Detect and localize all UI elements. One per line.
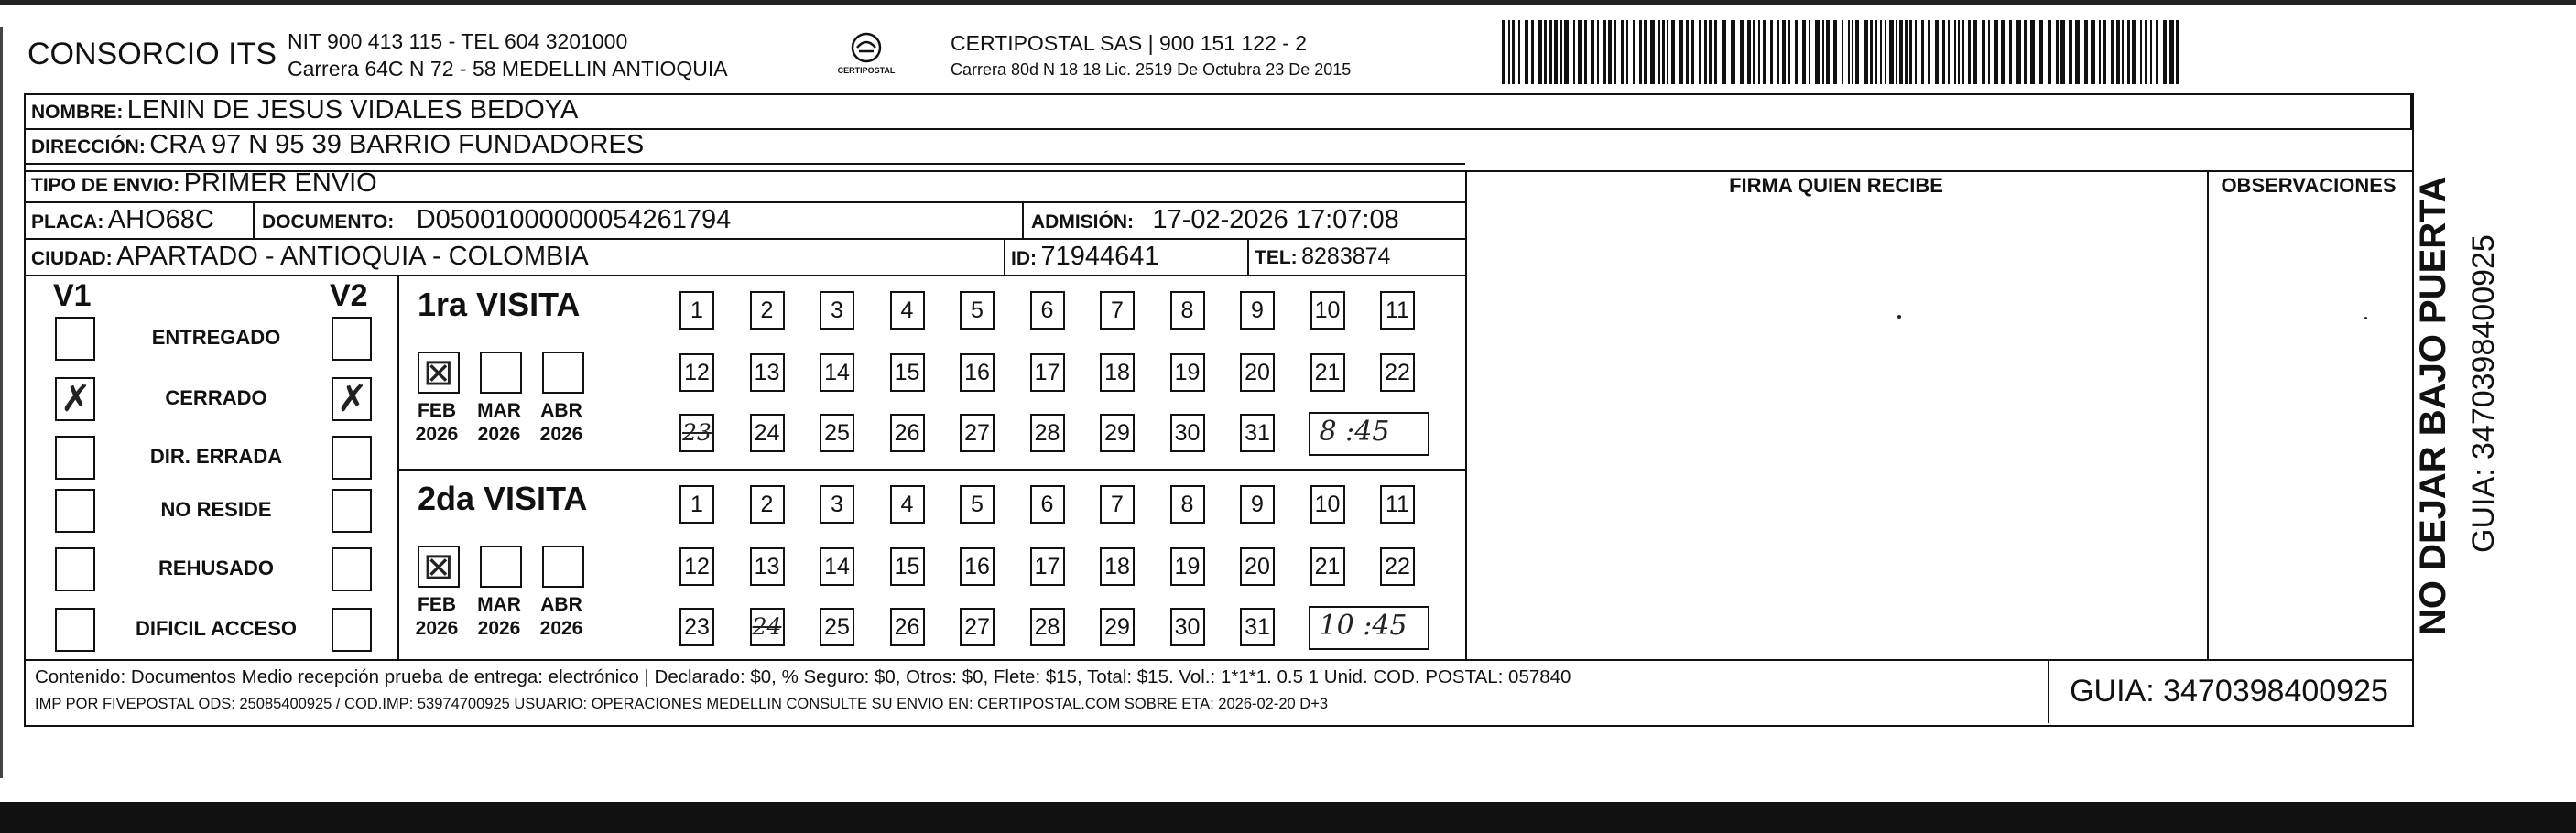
day-box[interactable]: 28 [1030, 414, 1065, 452]
barcode-bar [1905, 20, 1908, 84]
nombre-label: NOMBRE: [31, 102, 124, 123]
barcode-bar [1614, 20, 1616, 84]
signature-mark [1897, 315, 1901, 319]
barcode-bar [1788, 20, 1790, 84]
direccion-value: CRA 97 N 95 39 BARRIO FUNDADORES [149, 130, 645, 159]
barcode-bar [2039, 20, 2043, 84]
barcode-bar [2156, 20, 2158, 84]
time-handwritten: 10 :45 [1319, 610, 1408, 642]
barcode-bar [1870, 20, 1873, 84]
placa-label: PLACA: [31, 211, 104, 233]
day-box[interactable]: 26 [890, 414, 925, 452]
day-box[interactable]: 5 [960, 291, 995, 330]
day-box[interactable]: 16 [960, 547, 995, 586]
side-guia: GUIA: 3470398400925 [2466, 234, 2501, 553]
day-box[interactable]: 22 [1380, 353, 1415, 392]
day-box[interactable]: 7 [1100, 291, 1135, 330]
barcode-bar [2116, 20, 2120, 84]
barcode-bar [2111, 20, 2114, 84]
day-box[interactable]: 17 [1030, 353, 1065, 392]
barcode-bar [2127, 20, 2130, 84]
month-checkbox[interactable] [480, 546, 522, 588]
barcode-bar [2099, 20, 2101, 84]
day-box[interactable]: 20 [1240, 547, 1275, 586]
barcode-bar [1508, 20, 1510, 84]
barcode-bar [1982, 20, 1985, 84]
side-warning: NO DEJAR BAJO PUERTA [2413, 176, 2453, 635]
barcode-bar [1968, 20, 1971, 84]
day-box[interactable]: 16 [960, 353, 995, 392]
barcode-bar [1671, 20, 1675, 84]
day-box[interactable]: 15 [890, 547, 925, 586]
barcode-bar [1809, 20, 1810, 84]
direccion-label: DIRECCIÓN: [31, 136, 146, 157]
barcode-bar [1928, 20, 1930, 84]
day-box[interactable]: 10 [1310, 291, 1345, 330]
barcode-bar [1564, 20, 1569, 84]
barcode-bar [1709, 20, 1712, 84]
barcode-bar [2163, 20, 2167, 84]
firma-header: FIRMA QUIEN RECIBE [1729, 174, 1943, 197]
month-checkbox[interactable] [418, 546, 460, 588]
v1-label: V1 [53, 278, 92, 313]
day-box[interactable]: 11 [1380, 485, 1415, 524]
barcode-bar [1942, 20, 1945, 84]
day-box[interactable]: 4 [890, 291, 925, 330]
observaciones-header: OBSERVACIONES [2221, 174, 2397, 197]
day-box[interactable]: 14 [820, 353, 854, 392]
barcode [1502, 20, 2184, 84]
day-box[interactable]: 31 [1240, 608, 1275, 646]
barcode-bar [1578, 20, 1582, 84]
barcode-bar [1644, 20, 1647, 84]
barcode-bar [1855, 20, 1859, 84]
footer-guia: GUIA: 3470398400925 [2070, 674, 2388, 709]
barcode-bar [1770, 20, 1773, 84]
barcode-bar [2001, 20, 2005, 84]
placa-field [31, 205, 214, 235]
barcode-bar [1531, 20, 1534, 84]
day-box[interactable]: 27 [960, 608, 995, 646]
barcode-bar [1875, 20, 1877, 84]
day-box[interactable]: 29 [1100, 608, 1135, 646]
barcode-bar [1686, 20, 1689, 84]
barcode-bar [1848, 20, 1850, 84]
day-box[interactable]: 21 [1310, 547, 1345, 586]
status-label: DIR. ERRADA [149, 445, 283, 468]
barcode-bar [1958, 20, 1960, 84]
barcode-bar [1852, 20, 1853, 84]
barcode-bar [1802, 20, 1806, 84]
month-checkbox[interactable] [542, 546, 584, 588]
day-box[interactable]: 8 [1170, 291, 1205, 330]
documento-label: DOCUMENTO: [262, 211, 395, 233]
day-box[interactable]: 3 [820, 291, 854, 330]
day-box[interactable]: 31 [1240, 414, 1275, 452]
ciudad-label: CIUDAD: [31, 248, 113, 269]
admision-field [1031, 205, 1399, 235]
day-box[interactable]: 3 [820, 485, 854, 524]
day-box[interactable]: 5 [960, 485, 995, 524]
status-label: ENTREGADO [151, 326, 281, 349]
barcode-bar [2176, 20, 2179, 84]
barcode-bar [1525, 20, 1528, 84]
barcode-bar [2024, 20, 2027, 84]
day-box[interactable]: 4 [890, 485, 925, 524]
barcode-bar [2075, 20, 2080, 84]
time-handwritten: 8 :45 [1319, 416, 1390, 448]
documento-value: D05001000000054261794 [416, 205, 732, 234]
barcode-bar [1864, 20, 1868, 84]
barcode-bar [1915, 20, 1917, 84]
barcode-bar [1935, 20, 1939, 84]
barcode-bar [1608, 20, 1612, 84]
barcode-bar [1962, 20, 1964, 84]
day-box[interactable]: 10 [1310, 485, 1345, 524]
barcode-bar [1740, 20, 1744, 84]
barcode-bar [1722, 20, 1726, 84]
barcode-bar [1921, 20, 1924, 84]
status-label: NO RESIDE [160, 498, 272, 521]
barcode-bar [1795, 20, 1798, 84]
observation-mark [2364, 317, 2367, 319]
company-name: CONSORCIO ITS [27, 37, 277, 71]
barcode-bar [2169, 20, 2174, 84]
barcode-bar [2145, 20, 2147, 84]
v1-checkbox[interactable] [55, 608, 95, 652]
barcode-bar [1842, 20, 1843, 84]
day-box[interactable]: 17 [1030, 547, 1065, 586]
v1-checkbox[interactable] [55, 317, 95, 361]
day-box[interactable]: 12 [679, 547, 714, 586]
tipo-envio-label: TIPO DE ENVIO: [31, 175, 180, 196]
day-box[interactable]: 23 [679, 608, 714, 646]
barcode-bar [2140, 20, 2142, 84]
v2-label: V2 [330, 278, 368, 313]
month-label: ABR 2026 [539, 594, 583, 639]
barcode-bar [1909, 20, 1912, 84]
day-box[interactable]: 12 [679, 353, 714, 392]
barcode-bar [1639, 20, 1642, 84]
barcode-bar [1679, 20, 1683, 84]
barcode-bar [1691, 20, 1694, 84]
certipostal-logo-text: CERTIPOSTAL [837, 66, 896, 75]
barcode-bar [1512, 20, 1515, 84]
ciudad-field [31, 242, 589, 272]
status-label: CERRADO [165, 386, 267, 409]
day-box[interactable]: 9 [1240, 485, 1275, 524]
day-box[interactable]: 6 [1030, 485, 1065, 524]
barcode-bar [1699, 20, 1701, 84]
barcode-bar [2122, 20, 2124, 84]
barcode-bar [1626, 20, 1628, 84]
status-label: REHUSADO [158, 557, 274, 579]
barcode-bar [1758, 20, 1760, 84]
day-box[interactable]: 13 [750, 547, 785, 586]
barcode-bar [1704, 20, 1707, 84]
barcode-bar [1782, 20, 1786, 84]
tel-field [1255, 243, 1390, 270]
barcode-bar [1822, 20, 1824, 84]
barcode-bar [1826, 20, 1830, 84]
barcode-bar [1885, 20, 1886, 84]
scan-left-line [0, 27, 3, 778]
barcode-bar [2069, 20, 2072, 84]
barcode-bar [1633, 20, 1635, 84]
barcode-bar [1658, 20, 1660, 84]
status-label: DIFICIL ACCESO [135, 617, 297, 640]
day-box[interactable]: 19 [1170, 547, 1205, 586]
barcode-bar [1554, 20, 1558, 84]
day-box[interactable]: 26 [890, 608, 925, 646]
month-checkbox[interactable] [480, 352, 522, 394]
barcode-bar [1880, 20, 1882, 84]
barcode-bar [2103, 20, 2106, 84]
check-mark-icon: ⊠ [423, 352, 454, 394]
barcode-bar [1502, 20, 1505, 84]
day-box[interactable]: 29 [1100, 414, 1135, 452]
day-box[interactable]: 28 [1030, 608, 1065, 646]
day-box[interactable]: 1 [679, 291, 714, 330]
barcode-bar [2016, 20, 2021, 84]
barcode-bar [1650, 20, 1655, 84]
visit-title: 2da VISITA [418, 480, 588, 517]
check-mark-icon: ✗ [337, 378, 368, 420]
day-box[interactable]: 23 [679, 414, 714, 452]
barcode-bar [1899, 20, 1903, 84]
placa-value: AHO68C [107, 205, 214, 234]
day-box[interactable]: 20 [1240, 353, 1275, 392]
v2-checkbox[interactable] [332, 436, 372, 480]
month-label: FEB 2026 [415, 594, 459, 639]
day-box[interactable]: 24 [750, 414, 785, 452]
v2-checkbox[interactable] [332, 489, 372, 533]
v1-checkbox[interactable] [55, 489, 95, 533]
tipo-envio-value: PRIMER ENVIO [183, 168, 377, 198]
day-box[interactable]: 15 [890, 353, 925, 392]
barcode-bar [2132, 20, 2136, 84]
barcode-bar [1973, 20, 1977, 84]
company-address: Carrera 64C N 72 - 58 MEDELLIN ANTIOQUIA [288, 57, 728, 81]
day-box[interactable]: 11 [1380, 291, 1415, 330]
v1-checkbox[interactable] [55, 547, 95, 591]
scan-bottom-edge [0, 802, 2576, 833]
barcode-bar [1954, 20, 1956, 84]
barcode-bar [1714, 20, 1717, 84]
nombre-value: LENIN DE JESUS VIDALES BEDOYA [126, 95, 579, 124]
v1-checkbox[interactable] [55, 436, 95, 480]
month-label: MAR 2026 [477, 400, 521, 445]
month-checkbox[interactable] [542, 352, 584, 394]
ciudad-value: APARTADO - ANTIOQUIA - COLOMBIA [116, 242, 589, 271]
barcode-bar [1833, 20, 1837, 84]
month-label: FEB 2026 [415, 400, 459, 445]
day-box[interactable]: 13 [750, 353, 785, 392]
v2-checkbox[interactable] [332, 547, 372, 591]
time-box[interactable] [1309, 412, 1429, 456]
barcode-bar [1731, 20, 1735, 84]
tel-value: 8283874 [1301, 243, 1391, 269]
barcode-bar [2030, 20, 2035, 84]
direccion-row [31, 130, 644, 160]
barcode-bar [1573, 20, 1575, 84]
day-box[interactable]: 19 [1170, 353, 1205, 392]
day-box[interactable]: 9 [1240, 291, 1275, 330]
day-box[interactable]: 14 [820, 547, 854, 586]
id-label: ID: [1011, 248, 1037, 269]
barcode-bar [1584, 20, 1587, 84]
day-box[interactable]: 2 [750, 291, 785, 330]
time-box[interactable] [1309, 606, 1429, 650]
v2-checkbox[interactable] [332, 317, 372, 361]
id-value: 71944641 [1040, 242, 1159, 271]
barcode-bar [2084, 20, 2088, 84]
barcode-bar [1988, 20, 1990, 84]
day-box[interactable]: 8 [1170, 485, 1205, 524]
month-checkbox[interactable] [418, 352, 460, 394]
admision-label: ADMISIÓN: [1031, 211, 1134, 233]
documento-field [262, 205, 731, 235]
barcode-bar [1621, 20, 1624, 84]
nombre-row [31, 95, 578, 125]
certipostal-line1: CERTIPOSTAL SAS | 900 151 122 - 2 [951, 31, 1308, 55]
visit-title: 1ra VISITA [418, 286, 581, 323]
barcode-bar [1889, 20, 1894, 84]
day-box[interactable]: 6 [1030, 291, 1065, 330]
admision-value: 17-02-2026 17:07:08 [1152, 205, 1399, 234]
barcode-bar [1896, 20, 1897, 84]
barcode-bar [1763, 20, 1766, 84]
barcode-bar [1518, 20, 1520, 84]
check-mark-icon: ⊠ [423, 546, 454, 588]
barcode-bar [2048, 20, 2051, 84]
barcode-bar [1747, 20, 1751, 84]
barcode-bar [1544, 20, 1547, 84]
barcode-bar [1948, 20, 1950, 84]
certipostal-line2: Carrera 80d N 18 18 Lic. 2519 De Octubra 23 De 2015 [951, 60, 1352, 79]
v2-checkbox[interactable] [332, 608, 372, 652]
day-box[interactable]: 21 [1310, 353, 1345, 392]
barcode-bar [1603, 20, 1606, 84]
barcode-bar [2009, 20, 2012, 84]
day-box[interactable]: 30 [1170, 414, 1205, 452]
barcode-bar [1549, 20, 1552, 84]
month-label: MAR 2026 [477, 594, 521, 639]
barcode-bar [2150, 20, 2152, 84]
barcode-bar [1597, 20, 1599, 84]
v1-checkbox[interactable] [55, 377, 95, 421]
barcode-bar [2091, 20, 2095, 84]
day-box[interactable]: 22 [1380, 547, 1415, 586]
tipo-envio-row [31, 168, 377, 199]
barcode-bar [1538, 20, 1542, 84]
day-box[interactable]: 18 [1100, 547, 1135, 586]
day-box[interactable]: 7 [1100, 485, 1135, 524]
day-box[interactable]: 24 [750, 608, 785, 646]
barcode-bar [1994, 20, 1998, 84]
barcode-bar [1560, 20, 1562, 84]
day-box[interactable]: 18 [1100, 353, 1135, 392]
barcode-bar [2056, 20, 2059, 84]
day-box[interactable]: 1 [679, 485, 714, 524]
day-box[interactable]: 2 [750, 485, 785, 524]
barcode-bar [1662, 20, 1665, 84]
day-box[interactable]: 25 [820, 414, 854, 452]
footer-print-info: IMP POR FIVEPOSTAL ODS: 25085400925 / COD.IMP: 53974700925 USUARIO: OPERACIONES MEDELLIN CONSULTE SU ENVIO EN: CERTIPOSTAL.COM SOBRE ETA: 2026-02-20 D+3 [35, 696, 1329, 712]
company-nit: NIT 900 413 115 - TEL 604 3201000 [288, 29, 628, 53]
check-mark-icon: ✗ [60, 378, 92, 420]
day-box[interactable]: 27 [960, 414, 995, 452]
id-field [1011, 242, 1158, 272]
day-box[interactable]: 25 [820, 608, 854, 646]
barcode-bar [1777, 20, 1779, 84]
month-label: ABR 2026 [539, 400, 583, 445]
barcode-bar [2060, 20, 2065, 84]
barcode-bar [1667, 20, 1668, 84]
barcode-bar [1815, 20, 1820, 84]
footer-contents: Contenido: Documentos Medio recepción prueba de entrega: electrónico | Declarado: $0, % Seguro: $0, Otros: $0, Flete: $15, Total: $15. Vol.: 1*1*1. 0.5 1 Unid. COD. POSTAL: 057840 [35, 666, 1571, 687]
barcode-bar [1591, 20, 1594, 84]
certipostal-logo [830, 29, 903, 90]
scan-top-edge [0, 0, 2576, 5]
tel-label: TEL: [1255, 247, 1298, 268]
day-box[interactable]: 30 [1170, 608, 1205, 646]
barcode-bar [1753, 20, 1755, 84]
v2-checkbox[interactable] [332, 377, 372, 421]
